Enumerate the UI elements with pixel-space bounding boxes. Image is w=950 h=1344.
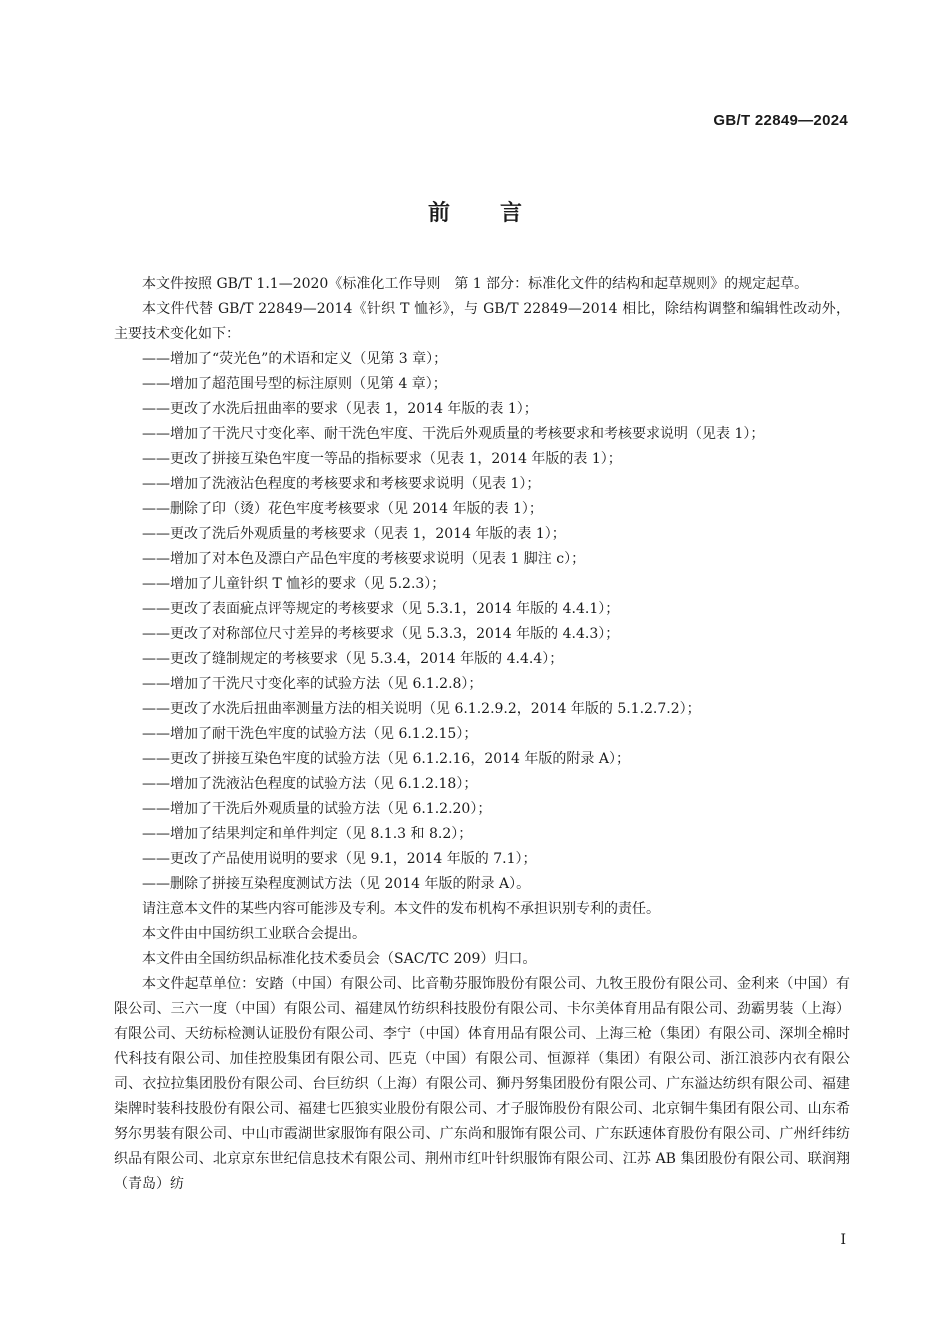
committee-statement: 本文件由全国纺织品标准化技术委员会（SAC/TC 209）归口。 (142, 951, 537, 967)
list-item: ——更改了表面疵点评等规定的考核要求（见 5.3.1，2014 年版的 4.4.1）； (142, 601, 620, 617)
list-item: ——增加了超范围号型的标注原则（见第 4 章）； (142, 376, 447, 392)
list-item: ——增加了洗液沾色程度的考核要求和考核要求说明（见表 1）； (142, 476, 541, 492)
changes-list (114, 347, 850, 897)
list-item: ——增加了干洗尺寸变化率、耐干洗色牢度、干洗后外观质量的考核要求和考核要求说明（见表 1）； (142, 426, 765, 442)
list-item: ——删除了印（烫）花色牢度考核要求（见 2014 年版的表 1）； (142, 501, 543, 517)
list-item: ——增加了干洗后外观质量的试验方法（见 6.1.2.20）； (142, 801, 492, 817)
intro-paragraph: 本文件按照 GB/T 1.1—2020《标准化工作导则 第 1 部分：标准化文件的结构和起草规则》的规定起草。 (142, 276, 809, 292)
list-item: ——更改了洗后外观质量的考核要求（见表 1，2014 年版的表 1）； (142, 526, 566, 542)
list-item: ——增加了结果判定和单件判定（见 8.1.3 和 8.2）； (142, 826, 473, 842)
list-item: ——删除了拼接互染程度测试方法（见 2014 年版的附录 A）。 (142, 876, 531, 892)
list-item: ——增加了耐干洗色牢度的试验方法（见 6.1.2.15）； (142, 726, 478, 742)
list-item: ——增加了儿童针织 T 恤衫的要求（见 5.2.3）； (142, 576, 446, 592)
list-item: ——更改了水洗后扭曲率的要求（见表 1，2014 年版的表 1）； (142, 401, 538, 417)
list-item: ——更改了水洗后扭曲率测量方法的相关说明（见 6.1.2.9.2，2014 年版的 5.1.2.7.2）； (142, 701, 701, 717)
list-item: ——更改了产品使用说明的要求（见 9.1，2014 年版的 7.1）； (142, 851, 537, 867)
list-item: ——更改了拼接互染色牢度的试验方法（见 6.1.2.16，2014 年版的附录 A）； (142, 751, 630, 767)
document-body (114, 272, 850, 1197)
intro-paragraph: 本文件代替 GB/T 22849—2014《针织 T 恤衫》，与 GB/T 22849—2014 相比，除结构调整和编辑性改动外，主要技术变化如下： (114, 301, 850, 342)
list-item: ——增加了干洗尺寸变化率的试验方法（见 6.1.2.8）； (142, 676, 483, 692)
patent-notice: 请注意本文件的某些内容可能涉及专利。本文件的发布机构不承担识别专利的责任。 (142, 901, 660, 917)
proposer-statement: 本文件由中国纺织工业联合会提出。 (142, 926, 366, 942)
drafting-units: 本文件起草单位：安踏（中国）有限公司、比音勒芬服饰股份有限公司、九牧王股份有限公司、金利来（中国）有限公司、三六一度（中国）有限公司、福建凤竹纺织科技股份有限公司、卡尔美体育用品有限公司、劲霸男装（上海）有限公司、天纺标检测认证股份有限公司、李宁（中国）体育用品有限公司、上海三枪（集团）有限公司、深圳全棉时代科技有限公司、加佳控股集团有限公司、匹克（中国）有限公司、恒源祥（集团）有限公司、浙江浪莎内衣有限公司、衣拉拉集团股份有限公司、台巨纺织（上海）有限公司、狮丹努集团股份有限公司、广东溢达纺织有限公司、福建柒牌时装科技股份有限公司、福建七匹狼实业股份有限公司、才子服饰股份有限公司、北京铜牛集团有限公司、山东希努尔男装有限公司、中山市霞湖世家服饰有限公司、广东尚和服饰有限公司、广东跃速体育股份有限公司、广州纤纬纺织品有限公司、北京京东世纪信息技术有限公司、荆州市红叶针织服饰有限公司、江苏 AB 集团股份有限公司、联润翔（青岛）纺 (114, 976, 850, 1192)
page-number: I (840, 1232, 846, 1248)
list-item: ——增加了“荧光色”的术语和定义（见第 3 章）； (142, 351, 448, 367)
list-item: ——更改了对称部位尺寸差异的考核要求（见 5.3.3，2014 年版的 4.4.3）； (142, 626, 620, 642)
list-item: ——增加了对本色及漂白产品色牢度的考核要求说明（见表 1 脚注 c）； (142, 551, 586, 567)
page-title: 前言 (427, 201, 572, 226)
list-item: ——更改了拼接互染色牢度一等品的指标要求（见表 1，2014 年版的表 1）； (142, 451, 622, 467)
standard-code: GB/T 22849—2024 (713, 112, 848, 129)
list-item: ——更改了缝制规定的考核要求（见 5.3.4，2014 年版的 4.4.4）； (142, 651, 564, 667)
list-item: ——增加了洗液沾色程度的试验方法（见 6.1.2.18）； (142, 776, 478, 792)
